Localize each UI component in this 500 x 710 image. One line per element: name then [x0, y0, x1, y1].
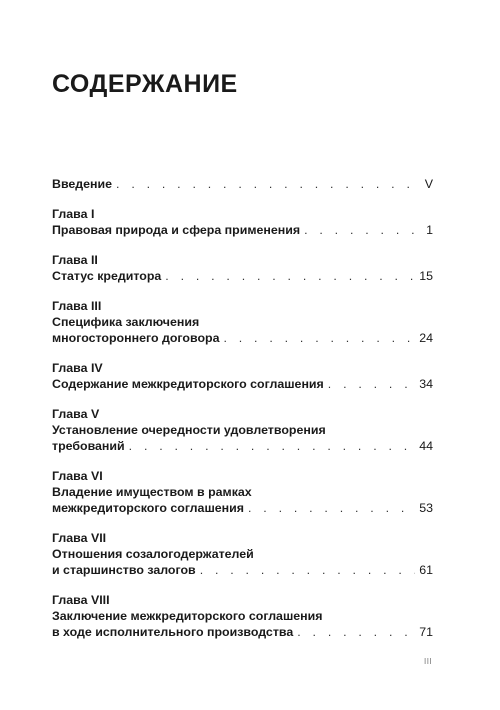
toc-entry-title: Заключение межкредиторского соглашения [52, 609, 323, 623]
dot-leader [223, 330, 415, 346]
toc-page-number: 34 [419, 377, 433, 391]
toc-page-number: V [424, 177, 433, 191]
chapter-label: Глава VIII [52, 593, 110, 607]
toc-entry-title: многостороннего договора [52, 331, 220, 345]
dot-leader [304, 222, 422, 238]
dot-leader [165, 268, 415, 284]
toc-entry-title: Установление очередности удовлетворения [52, 423, 326, 437]
toc-entry-title: и старшинство залогов [52, 563, 196, 577]
toc-entry-title: Владение имуществом в рамках [52, 485, 252, 499]
toc-entry-chapter-8 [52, 592, 433, 640]
toc-page-number: 24 [419, 331, 433, 345]
page-title: СОДЕРЖАНИЕ [52, 70, 238, 98]
chapter-label: Глава VII [52, 531, 107, 545]
dot-leader [116, 176, 421, 192]
toc-page-number: 53 [419, 501, 433, 515]
toc-entry-chapter-3 [52, 298, 433, 346]
toc-entry-title: Правовая природа и сфера применения [52, 223, 301, 237]
chapter-label: Глава V [52, 407, 100, 421]
chapter-label: Глава III [52, 299, 102, 313]
toc-entry-chapter-7 [52, 530, 433, 578]
toc-entry-chapter-6 [52, 468, 433, 516]
dot-leader [200, 562, 416, 578]
toc-entry-title: Специфика заключения [52, 315, 200, 329]
chapter-label: Глава I [52, 207, 95, 221]
toc-entry-title: Статус кредитора [52, 269, 162, 283]
page-folio: III [424, 657, 433, 666]
table-of-contents [52, 176, 433, 640]
toc-entry-intro [52, 176, 433, 192]
toc-entry-title: Отношения созалогодержателей [52, 547, 254, 561]
toc-page-number: 61 [419, 563, 433, 577]
toc-entry-title: Введение [52, 177, 113, 191]
chapter-label: Глава IV [52, 361, 103, 375]
dot-leader [328, 376, 415, 392]
chapter-label: Глава VI [52, 469, 103, 483]
toc-page-number: 1 [426, 223, 433, 237]
dot-leader [248, 500, 415, 516]
toc-entry-title: требований [52, 439, 125, 453]
toc-page-number: 44 [419, 439, 433, 453]
toc-entry-chapter-4 [52, 360, 433, 392]
toc-entry-chapter-5 [52, 406, 433, 454]
toc-entry-chapter-1 [52, 206, 433, 238]
chapter-label: Глава II [52, 253, 98, 267]
dot-leader [129, 438, 416, 454]
toc-entry-title: Содержание межкредиторского соглашения [52, 377, 324, 391]
dot-leader [297, 624, 415, 640]
toc-page-number: 71 [419, 625, 433, 639]
toc-entry-title: в ходе исполнительного производства [52, 625, 294, 639]
toc-entry-title: межкредиторского соглашения [52, 501, 244, 515]
toc-page-number: 15 [419, 269, 433, 283]
toc-entry-chapter-2 [52, 252, 433, 284]
